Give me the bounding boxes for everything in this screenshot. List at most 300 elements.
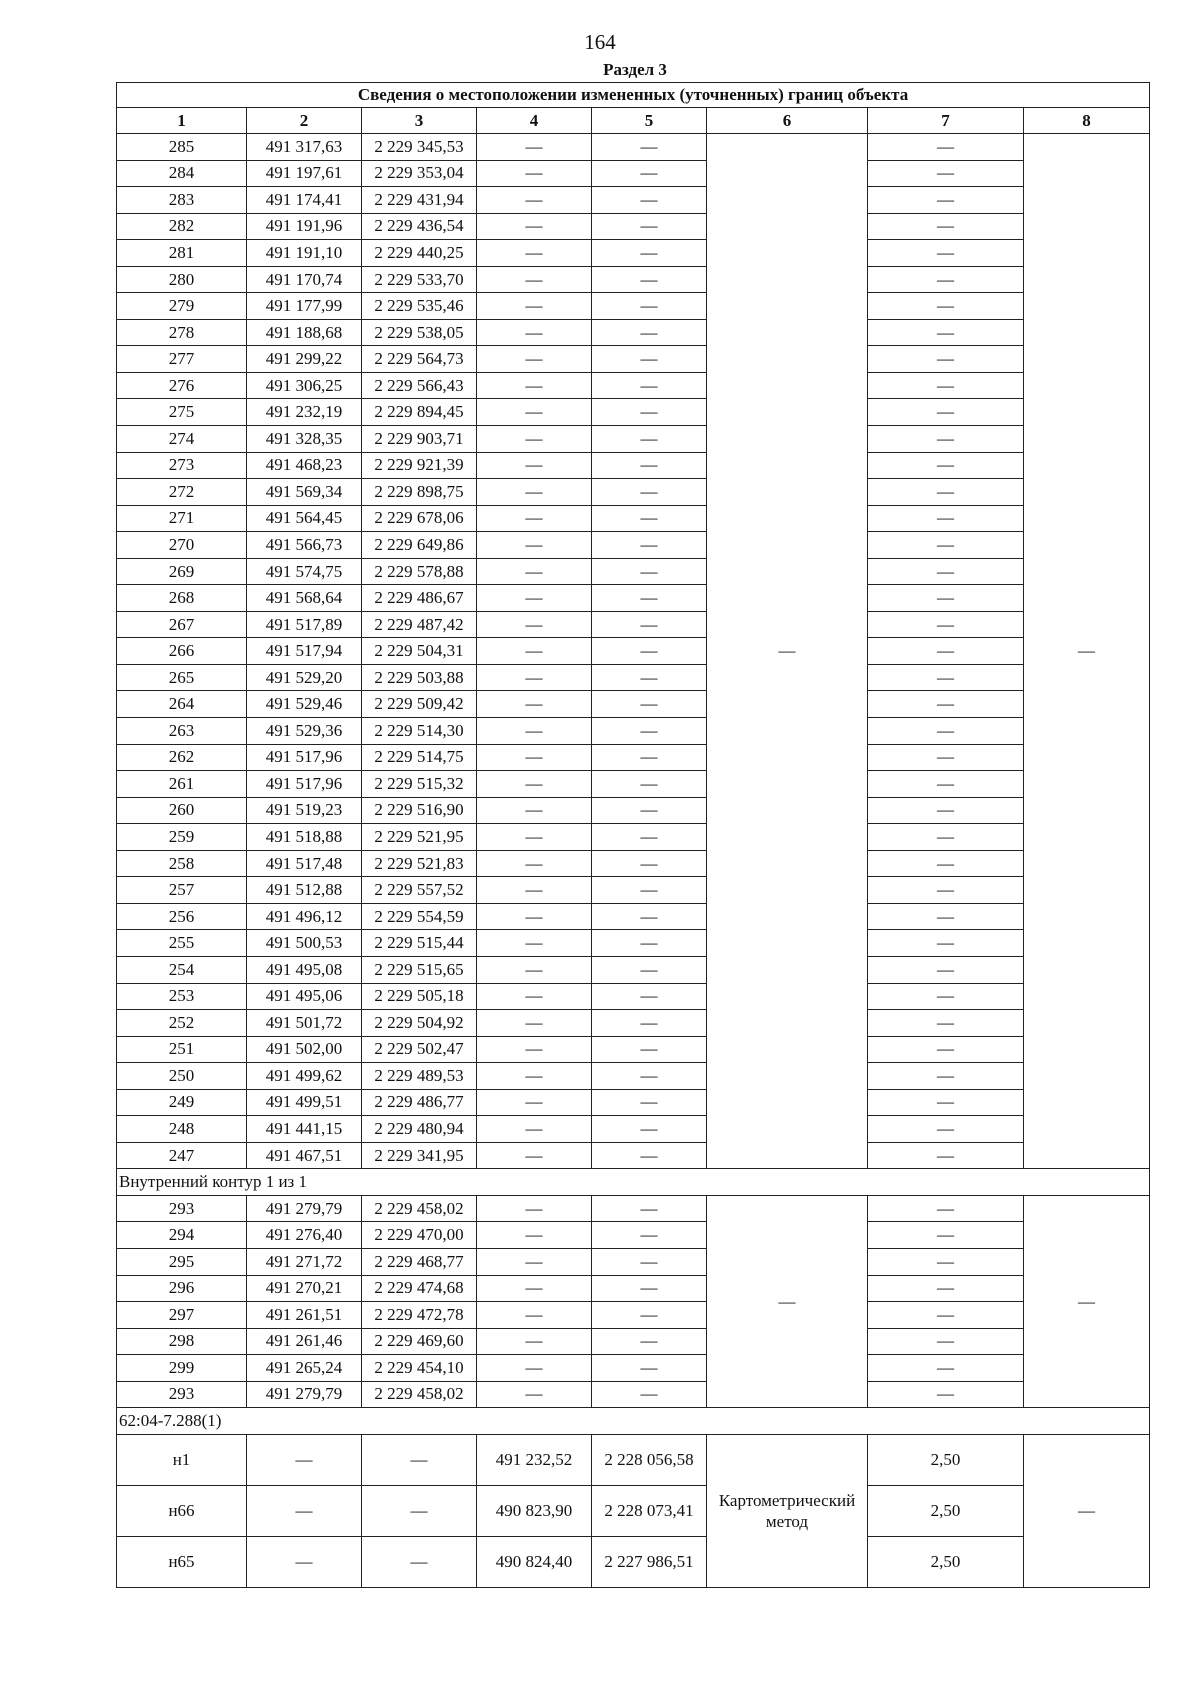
col-4-dash: —	[477, 452, 592, 479]
coordinate-y: 2 229 898,75	[362, 479, 477, 506]
coordinate-y: 2 229 431,94	[362, 187, 477, 214]
table-row	[117, 611, 1150, 638]
coordinate-x: 491 270,21	[247, 1275, 362, 1302]
coordinate-y: 2 229 521,83	[362, 850, 477, 877]
coordinate-x: 491 517,96	[247, 771, 362, 798]
coordinate-x: 491 170,74	[247, 266, 362, 293]
coordinate-x: 491 265,24	[247, 1355, 362, 1382]
coordinate-x: 490 824,40	[477, 1536, 592, 1587]
col-5-dash: —	[592, 426, 707, 453]
column-header-3: 3	[362, 108, 477, 134]
col-5-dash: —	[592, 1195, 707, 1222]
col-5-dash: —	[592, 240, 707, 267]
point-number: 273	[117, 452, 247, 479]
col-5-dash: —	[592, 213, 707, 240]
col-4-dash: —	[477, 930, 592, 957]
column-header-5: 5	[592, 108, 707, 134]
table-row	[117, 372, 1150, 399]
table-row	[117, 1355, 1150, 1382]
coordinate-y: 2 229 480,94	[362, 1116, 477, 1143]
coordinate-y: 2 229 894,45	[362, 399, 477, 426]
table-row	[117, 771, 1150, 798]
col-6-merged-dash: —	[707, 134, 868, 1169]
coordinate-y: 2 229 514,30	[362, 718, 477, 745]
col-5-dash: —	[592, 505, 707, 532]
col-5-dash: —	[592, 1116, 707, 1143]
coordinate-y: 2 229 486,67	[362, 585, 477, 612]
table-row	[117, 134, 1150, 161]
col-4-dash: —	[477, 1222, 592, 1249]
coordinate-y: 2 229 454,10	[362, 1355, 477, 1382]
coordinate-y: 2 229 458,02	[362, 1381, 477, 1408]
col-4-dash: —	[477, 956, 592, 983]
col-4-dash: —	[477, 1089, 592, 1116]
boundary-table	[116, 82, 1150, 1588]
column-header-8: 8	[1024, 108, 1150, 134]
col-5-dash: —	[592, 718, 707, 745]
coordinate-x: 491 517,48	[247, 850, 362, 877]
coordinate-x: 491 499,51	[247, 1089, 362, 1116]
coordinate-x: 491 299,22	[247, 346, 362, 373]
coordinate-x: 491 441,15	[247, 1116, 362, 1143]
coordinate-y: 2 229 345,53	[362, 134, 477, 161]
coordinate-y: 2 229 515,32	[362, 771, 477, 798]
coordinate-y: 2 229 509,42	[362, 691, 477, 718]
col-4-dash: —	[477, 983, 592, 1010]
col-4-dash: —	[477, 346, 592, 373]
coordinate-y: 2 229 504,92	[362, 1010, 477, 1037]
col-7-dash: —	[868, 1010, 1024, 1037]
col-4-dash: —	[477, 160, 592, 187]
col-7-dash: —	[868, 532, 1024, 559]
column-header-4: 4	[477, 108, 592, 134]
col-7-dash: —	[868, 824, 1024, 851]
coordinate-x: 491 279,79	[247, 1381, 362, 1408]
point-number: 263	[117, 718, 247, 745]
coordinate-y: 2 229 436,54	[362, 213, 477, 240]
point-number: 247	[117, 1142, 247, 1169]
col-7-dash: —	[868, 372, 1024, 399]
col-2-dash: —	[247, 1434, 362, 1485]
point-number: 298	[117, 1328, 247, 1355]
col-4-dash: —	[477, 877, 592, 904]
table-row	[117, 718, 1150, 745]
point-number: 268	[117, 585, 247, 612]
coordinate-x: 491 496,12	[247, 903, 362, 930]
col-5-dash: —	[592, 585, 707, 612]
col-7-dash: —	[868, 426, 1024, 453]
coordinate-y: 2 229 470,00	[362, 1222, 477, 1249]
col-4-dash: —	[477, 903, 592, 930]
col-5-dash: —	[592, 903, 707, 930]
col-7-dash: —	[868, 903, 1024, 930]
coordinate-x: 491 519,23	[247, 797, 362, 824]
col-4-dash: —	[477, 426, 592, 453]
col-7-dash: —	[868, 187, 1024, 214]
section-title: Раздел 3	[603, 60, 667, 79]
coordinate-x: 491 518,88	[247, 824, 362, 851]
coordinate-y: 2 229 502,47	[362, 1036, 477, 1063]
point-number: 297	[117, 1302, 247, 1329]
col-5-dash: —	[592, 877, 707, 904]
table-row	[117, 1485, 1150, 1536]
col-7-dash: —	[868, 691, 1024, 718]
col-5-dash: —	[592, 1302, 707, 1329]
coordinate-y: 2 229 341,95	[362, 1142, 477, 1169]
coordinate-x: 491 512,88	[247, 877, 362, 904]
coordinate-y: 2 229 533,70	[362, 266, 477, 293]
col-7-dash: —	[868, 240, 1024, 267]
col-7-dash: —	[868, 134, 1024, 161]
table-row	[117, 983, 1150, 1010]
table-row	[117, 1116, 1150, 1143]
col-5-dash: —	[592, 1248, 707, 1275]
coordinate-y: 2 229 487,42	[362, 611, 477, 638]
col-7-dash: —	[868, 319, 1024, 346]
point-number: 270	[117, 532, 247, 559]
col-4-dash: —	[477, 1355, 592, 1382]
contour-label: Внутренний контур 1 из 1	[117, 1169, 1150, 1196]
col-5-dash: —	[592, 983, 707, 1010]
coordinate-x: 491 261,46	[247, 1328, 362, 1355]
point-number: 271	[117, 505, 247, 532]
table-row	[117, 691, 1150, 718]
point-number: 260	[117, 797, 247, 824]
col-6-merged-dash: —	[707, 1195, 868, 1407]
coordinate-y: 2 229 469,60	[362, 1328, 477, 1355]
point-number: 281	[117, 240, 247, 267]
col-4-dash: —	[477, 505, 592, 532]
col-4-dash: —	[477, 850, 592, 877]
point-number: 296	[117, 1275, 247, 1302]
col-8-merged-dash: —	[1024, 134, 1150, 1169]
coordinate-y: 2 229 649,86	[362, 532, 477, 559]
coordinate-y: 2 229 504,31	[362, 638, 477, 665]
col-7-dash: —	[868, 638, 1024, 665]
col-5-dash: —	[592, 1036, 707, 1063]
point-number: 284	[117, 160, 247, 187]
col-4-dash: —	[477, 1116, 592, 1143]
col-5-dash: —	[592, 452, 707, 479]
point-number: 275	[117, 399, 247, 426]
table-row	[117, 213, 1150, 240]
coordinate-x: 491 261,51	[247, 1302, 362, 1329]
table-row	[117, 532, 1150, 559]
col-7-dash: —	[868, 718, 1024, 745]
table-row	[117, 160, 1150, 187]
accuracy-value: 2,50	[868, 1434, 1024, 1485]
col-7-dash: —	[868, 1355, 1024, 1382]
table-row	[117, 850, 1150, 877]
col-7-dash: —	[868, 930, 1024, 957]
column-header-1: 1	[117, 108, 247, 134]
point-number: 276	[117, 372, 247, 399]
coordinate-y: 2 229 538,05	[362, 319, 477, 346]
coordinate-x: 491 271,72	[247, 1248, 362, 1275]
coordinate-x: 491 529,20	[247, 664, 362, 691]
col-7-dash: —	[868, 1302, 1024, 1329]
coordinate-x: 491 191,10	[247, 240, 362, 267]
table-row	[117, 346, 1150, 373]
col-4-dash: —	[477, 611, 592, 638]
column-header-7: 7	[868, 108, 1024, 134]
coordinate-x: 491 467,51	[247, 1142, 362, 1169]
col-5-dash: —	[592, 1381, 707, 1408]
col-5-dash: —	[592, 1089, 707, 1116]
table-row	[117, 664, 1150, 691]
coordinate-y: 2 229 516,90	[362, 797, 477, 824]
column-header-6: 6	[707, 108, 868, 134]
point-number: н1	[117, 1434, 247, 1485]
column-header-2: 2	[247, 108, 362, 134]
point-number: 272	[117, 479, 247, 506]
col-5-dash: —	[592, 771, 707, 798]
col-7-dash: —	[868, 664, 1024, 691]
table-row	[117, 426, 1150, 453]
point-number: 252	[117, 1010, 247, 1037]
table-row	[117, 744, 1150, 771]
col-5-dash: —	[592, 664, 707, 691]
col-4-dash: —	[477, 187, 592, 214]
col-5-dash: —	[592, 1222, 707, 1249]
point-number: 250	[117, 1063, 247, 1090]
page-number: 164	[584, 30, 616, 54]
coordinate-x: 491 197,61	[247, 160, 362, 187]
table-row	[117, 452, 1150, 479]
point-number: 264	[117, 691, 247, 718]
coordinate-y: 2 229 474,68	[362, 1275, 477, 1302]
coordinate-x: 491 306,25	[247, 372, 362, 399]
coordinate-y: 2 229 458,02	[362, 1195, 477, 1222]
col-4-dash: —	[477, 638, 592, 665]
col-4-dash: —	[477, 213, 592, 240]
col-4-dash: —	[477, 664, 592, 691]
col-4-dash: —	[477, 1302, 592, 1329]
col-5-dash: —	[592, 691, 707, 718]
coordinate-y: 2 228 056,58	[592, 1434, 707, 1485]
table-row	[117, 240, 1150, 267]
col-4-dash: —	[477, 771, 592, 798]
col-4-dash: —	[477, 558, 592, 585]
col-7-dash: —	[868, 1142, 1024, 1169]
col-5-dash: —	[592, 134, 707, 161]
col-2-dash: —	[247, 1485, 362, 1536]
point-number: 282	[117, 213, 247, 240]
col-5-dash: —	[592, 1355, 707, 1382]
col-5-dash: —	[592, 479, 707, 506]
table-row	[117, 187, 1150, 214]
col-7-dash: —	[868, 346, 1024, 373]
col-7-dash: —	[868, 1328, 1024, 1355]
col-5-dash: —	[592, 956, 707, 983]
coordinate-y: 2 229 557,52	[362, 877, 477, 904]
coordinate-y: 2 229 353,04	[362, 160, 477, 187]
point-number: 258	[117, 850, 247, 877]
col-5-dash: —	[592, 372, 707, 399]
coordinate-x: 491 276,40	[247, 1222, 362, 1249]
point-number: 278	[117, 319, 247, 346]
coordinate-x: 491 328,35	[247, 426, 362, 453]
table-title: Сведения о местоположении измененных (уточненных) границ объекта	[117, 83, 1150, 108]
col-4-dash: —	[477, 134, 592, 161]
col-7-dash: —	[868, 797, 1024, 824]
col-7-dash: —	[868, 1116, 1024, 1143]
coordinate-y: 2 229 515,44	[362, 930, 477, 957]
col-7-dash: —	[868, 558, 1024, 585]
table-row	[117, 903, 1150, 930]
col-5-dash: —	[592, 1328, 707, 1355]
col-5-dash: —	[592, 399, 707, 426]
table-row	[117, 877, 1150, 904]
col-4-dash: —	[477, 399, 592, 426]
table-row	[117, 956, 1150, 983]
coordinate-y: 2 229 503,88	[362, 664, 477, 691]
coordinate-y: 2 229 521,95	[362, 824, 477, 851]
col-5-dash: —	[592, 824, 707, 851]
table-row	[117, 1536, 1150, 1587]
col-5-dash: —	[592, 744, 707, 771]
table-row	[117, 293, 1150, 320]
point-number: 261	[117, 771, 247, 798]
point-number: 269	[117, 558, 247, 585]
table-row	[117, 1089, 1150, 1116]
point-number: 293	[117, 1381, 247, 1408]
col-5-dash: —	[592, 797, 707, 824]
accuracy-value: 2,50	[868, 1536, 1024, 1587]
point-number: н65	[117, 1536, 247, 1587]
coordinate-y: 2 229 515,65	[362, 956, 477, 983]
point-number: 299	[117, 1355, 247, 1382]
point-number: 267	[117, 611, 247, 638]
col-7-dash: —	[868, 1089, 1024, 1116]
col-7-dash: —	[868, 877, 1024, 904]
coordinate-y: 2 229 468,77	[362, 1248, 477, 1275]
coordinate-x: 491 468,23	[247, 452, 362, 479]
table-row	[117, 1248, 1150, 1275]
col-4-dash: —	[477, 372, 592, 399]
point-number: 280	[117, 266, 247, 293]
col-4-dash: —	[477, 1248, 592, 1275]
col-7-dash: —	[868, 479, 1024, 506]
col-5-dash: —	[592, 1142, 707, 1169]
col-7-dash: —	[868, 744, 1024, 771]
coordinate-x: 491 191,96	[247, 213, 362, 240]
col-4-dash: —	[477, 319, 592, 346]
col-5-dash: —	[592, 638, 707, 665]
point-number: 294	[117, 1222, 247, 1249]
coordinate-y: 2 229 514,75	[362, 744, 477, 771]
table-row	[117, 399, 1150, 426]
col-7-dash: —	[868, 983, 1024, 1010]
coordinate-x: 491 232,19	[247, 399, 362, 426]
coordinate-y: 2 229 678,06	[362, 505, 477, 532]
coordinate-y: 2 229 554,59	[362, 903, 477, 930]
col-4-dash: —	[477, 1063, 592, 1090]
point-number: 277	[117, 346, 247, 373]
col-4-dash: —	[477, 293, 592, 320]
coordinate-y: 2 229 921,39	[362, 452, 477, 479]
table-row	[117, 558, 1150, 585]
col-7-dash: —	[868, 1222, 1024, 1249]
col-7-dash: —	[868, 213, 1024, 240]
col-7-dash: —	[868, 1195, 1024, 1222]
table-row	[117, 1195, 1150, 1222]
coordinate-y: 2 227 986,51	[592, 1536, 707, 1587]
table-row	[117, 319, 1150, 346]
point-number: 255	[117, 930, 247, 957]
point-number: 256	[117, 903, 247, 930]
table-row	[117, 1142, 1150, 1169]
col-4-dash: —	[477, 1328, 592, 1355]
coordinate-x: 491 499,62	[247, 1063, 362, 1090]
col-5-dash: —	[592, 346, 707, 373]
col-5-dash: —	[592, 558, 707, 585]
point-number: 251	[117, 1036, 247, 1063]
point-number: 265	[117, 664, 247, 691]
coordinate-x: 490 823,90	[477, 1485, 592, 1536]
col-4-dash: —	[477, 479, 592, 506]
coordinate-x: 491 495,08	[247, 956, 362, 983]
col-5-dash: —	[592, 611, 707, 638]
point-number: 257	[117, 877, 247, 904]
col-7-dash: —	[868, 850, 1024, 877]
coordinate-x: 491 177,99	[247, 293, 362, 320]
point-number: 285	[117, 134, 247, 161]
col-4-dash: —	[477, 691, 592, 718]
col-4-dash: —	[477, 1275, 592, 1302]
col-2-dash: —	[247, 1536, 362, 1587]
point-number: 283	[117, 187, 247, 214]
col-7-dash: —	[868, 399, 1024, 426]
table-row	[117, 824, 1150, 851]
col-5-dash: —	[592, 850, 707, 877]
coordinate-y: 2 229 505,18	[362, 983, 477, 1010]
col-4-dash: —	[477, 824, 592, 851]
coordinate-x: 491 317,63	[247, 134, 362, 161]
coordinate-x: 491 174,41	[247, 187, 362, 214]
table-row	[117, 1434, 1150, 1485]
col-7-dash: —	[868, 1248, 1024, 1275]
col-3-dash: —	[362, 1536, 477, 1587]
col-5-dash: —	[592, 266, 707, 293]
table-row	[117, 1328, 1150, 1355]
col-5-dash: —	[592, 1275, 707, 1302]
coordinate-y: 2 229 903,71	[362, 426, 477, 453]
coordinate-x: 491 569,34	[247, 479, 362, 506]
method-cell: Картометрический метод	[707, 1434, 868, 1587]
coordinate-x: 491 279,79	[247, 1195, 362, 1222]
col-7-dash: —	[868, 160, 1024, 187]
col-4-dash: —	[477, 1036, 592, 1063]
coordinate-x: 491 500,53	[247, 930, 362, 957]
table-row	[117, 585, 1150, 612]
table-row	[117, 1063, 1150, 1090]
table-row	[117, 1302, 1150, 1329]
coordinate-y: 2 229 440,25	[362, 240, 477, 267]
col-4-dash: —	[477, 1381, 592, 1408]
col-4-dash: —	[477, 1195, 592, 1222]
col-8-merged-dash: —	[1024, 1434, 1150, 1587]
table-row	[117, 1275, 1150, 1302]
point-number: 254	[117, 956, 247, 983]
coordinate-y: 2 228 073,41	[592, 1485, 707, 1536]
point-number: 262	[117, 744, 247, 771]
col-7-dash: —	[868, 611, 1024, 638]
coordinate-x: 491 502,00	[247, 1036, 362, 1063]
table-row	[117, 1381, 1150, 1408]
point-number: 266	[117, 638, 247, 665]
col-4-dash: —	[477, 1010, 592, 1037]
